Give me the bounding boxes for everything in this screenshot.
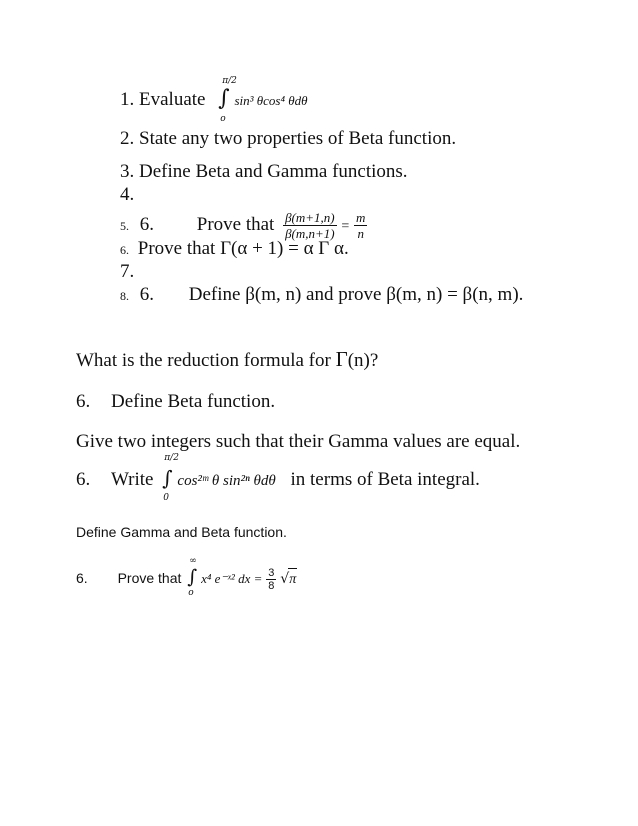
question-text: Define Beta function. xyxy=(111,391,276,412)
question-2 xyxy=(120,128,456,150)
lhs-numerator: β(m+1,n) xyxy=(285,210,335,225)
question-text: Define Beta and Gamma functions. xyxy=(139,161,408,182)
lower-limit: 0 xyxy=(163,493,169,503)
question-number: 7. xyxy=(120,261,135,282)
question-text: What is the reduction formula for xyxy=(76,350,331,371)
lower-limit: o xyxy=(188,588,194,598)
question-number: 6. xyxy=(76,469,91,490)
question-reduction xyxy=(76,348,378,372)
question-8 xyxy=(120,284,523,307)
question-text: Prove that xyxy=(117,570,182,586)
question-number: 5. xyxy=(120,218,129,233)
question-text-end: (n)? xyxy=(347,350,379,371)
question-4 xyxy=(120,184,134,206)
question-5 xyxy=(120,210,367,241)
question-text: Prove that Γ(α + 1) = α Γ α. xyxy=(137,238,349,259)
integral-sign: ∫ ∞ o xyxy=(187,556,198,598)
integrand: cos²ᵐ θ sin²ⁿ θdθ xyxy=(177,473,276,489)
question-number: 3. xyxy=(120,161,135,182)
equals-sign: = xyxy=(341,218,350,234)
upper-limit: π/2 xyxy=(164,453,179,463)
gamma-symbol: Γ xyxy=(335,347,348,371)
sqrt-symbol: √ xyxy=(280,571,290,587)
question-6 xyxy=(120,238,349,261)
lhs-denominator: β(m,n+1) xyxy=(285,226,335,241)
upper-limit: π/2 xyxy=(222,76,237,86)
question-text: Prove that xyxy=(196,213,275,235)
question-number: 4. xyxy=(120,184,135,205)
integrand: sin³ θcos⁴ θdθ xyxy=(234,93,308,108)
question-number: 1. xyxy=(120,89,135,110)
lower-limit: o xyxy=(220,114,226,124)
question-1 xyxy=(120,76,308,124)
question-gamma-integers xyxy=(76,431,520,453)
question-text-end: in terms of Beta integral. xyxy=(290,469,480,490)
question-number: 6. xyxy=(76,391,91,412)
question-text: Evaluate xyxy=(139,89,206,110)
integral-sign: ∫ π/2 0 xyxy=(162,453,179,503)
sub-number: 6. xyxy=(139,284,154,305)
question-text: Write xyxy=(111,469,154,490)
rhs-fraction xyxy=(266,567,276,592)
question-prove-integral xyxy=(76,556,297,598)
question-beta-definition xyxy=(76,391,275,413)
rhs-numerator: m xyxy=(356,210,366,225)
lhs-fraction xyxy=(283,210,337,241)
rhs-numerator: 3 xyxy=(268,566,275,579)
question-number: 2. xyxy=(120,128,135,149)
rhs-denominator: 8 xyxy=(268,579,275,592)
upper-limit: ∞ xyxy=(189,556,197,566)
question-write-beta xyxy=(76,453,480,503)
question-number: 6. xyxy=(120,243,129,257)
sqrt-radicand: π xyxy=(288,568,297,591)
integral-sign: ∫ π/2 o xyxy=(218,76,237,124)
question-gamma-beta-definition xyxy=(76,521,287,543)
question-text: Define β(m, n) and prove β(m, n) = β(n, m). xyxy=(188,284,524,305)
question-text: State any two properties of Beta function. xyxy=(139,128,457,149)
rhs-fraction xyxy=(354,210,367,241)
question-7 xyxy=(120,261,134,283)
question-3 xyxy=(120,161,408,183)
question-number: 6. xyxy=(76,570,88,586)
rhs-denominator: n xyxy=(357,226,364,241)
question-text: Give two integers such that their Gamma values are equal. xyxy=(76,431,521,452)
question-text: Define Gamma and Beta function. xyxy=(76,524,287,540)
integrand: x⁴ e⁻ˣ² dx = xyxy=(201,571,263,586)
question-number: 8. xyxy=(120,289,129,303)
sub-number: 6. xyxy=(139,213,154,235)
